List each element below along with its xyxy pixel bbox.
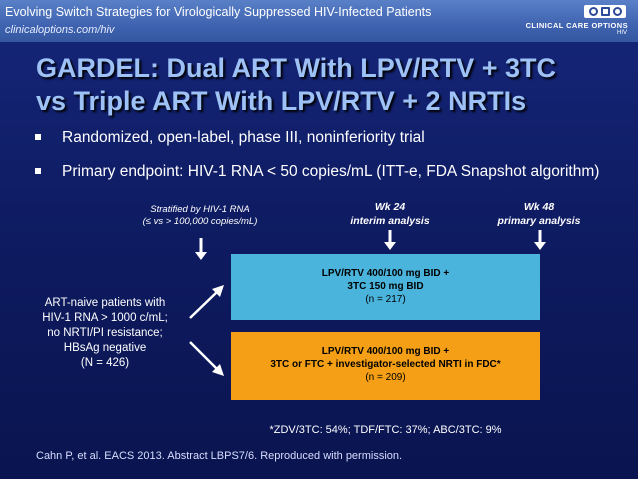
patient-line: no NRTI/PI resistance; (47, 327, 163, 339)
arm1-line1: LPV/RTV 400/100 mg BID + (321, 268, 450, 279)
logo-name: CLINICAL CARE OPTIONS (525, 21, 628, 30)
bullet-text: Primary endpoint: HIV-1 RNA < 50 copies/mL (ITT-e, FDA Snapshot algorithm) (62, 163, 600, 180)
week24-subtitle: interim analysis (350, 215, 430, 227)
week24-arrow-icon (384, 230, 396, 250)
randomization-arrow-down-icon (190, 342, 224, 376)
arm2-line2: 3TC or FTC + investigator-selected NRTI in FDC* (270, 359, 501, 370)
header-title: Evolving Switch Strategies for Virologically Suppressed HIV-Infected Patients (5, 5, 432, 19)
slide-title-line1: GARDEL: Dual ART With LPV/RTV + 3TC (36, 53, 557, 83)
patient-population (30, 296, 180, 371)
week48-title: Wk 48 (523, 201, 555, 213)
header-url: clinicaloptions.com/hiv (5, 24, 115, 36)
arm1-n: (n = 217) (365, 294, 406, 305)
arm2-line1: LPV/RTV 400/100 mg BID + (321, 346, 450, 357)
bullet-text: Randomized, open-label, phase III, noninferiority trial (62, 129, 425, 146)
patient-line: (N = 426) (80, 357, 130, 369)
patient-line: HIV-1 RNA > 1000 c/mL; (42, 312, 168, 324)
week48-arrow-icon (534, 230, 546, 250)
arm1-box (231, 254, 540, 320)
footnote: *ZDV/3TC: 54%; TDF/FTC: 37%; ABC/3TC: 9% (269, 424, 502, 436)
week48-subtitle: primary analysis (497, 215, 581, 227)
patient-line: ART-naive patients with (44, 297, 166, 309)
patient-line: HBsAg negative (63, 342, 147, 354)
stratification-line2: (≤ vs > 100,000 copies/mL) (142, 216, 258, 227)
slide-title-line2: vs Triple ART With LPV/RTV + 2 NRTIs (36, 86, 527, 116)
arm2-box (231, 332, 540, 400)
logo-sub: HIV (616, 30, 627, 36)
randomization-arrow-up-icon (190, 285, 224, 318)
stratification-arrow-icon (195, 238, 207, 260)
arm1-line2: 3TC 150 mg BID (347, 281, 424, 292)
arm2-n: (n = 209) (365, 372, 406, 383)
citation: Cahn P, et al. EACS 2013. Abstract LBPS7/6. Reproduced with permission. (36, 450, 403, 462)
stratification-line1: Stratified by HIV-1 RNA (150, 204, 250, 215)
week24-title: Wk 24 (374, 201, 406, 213)
